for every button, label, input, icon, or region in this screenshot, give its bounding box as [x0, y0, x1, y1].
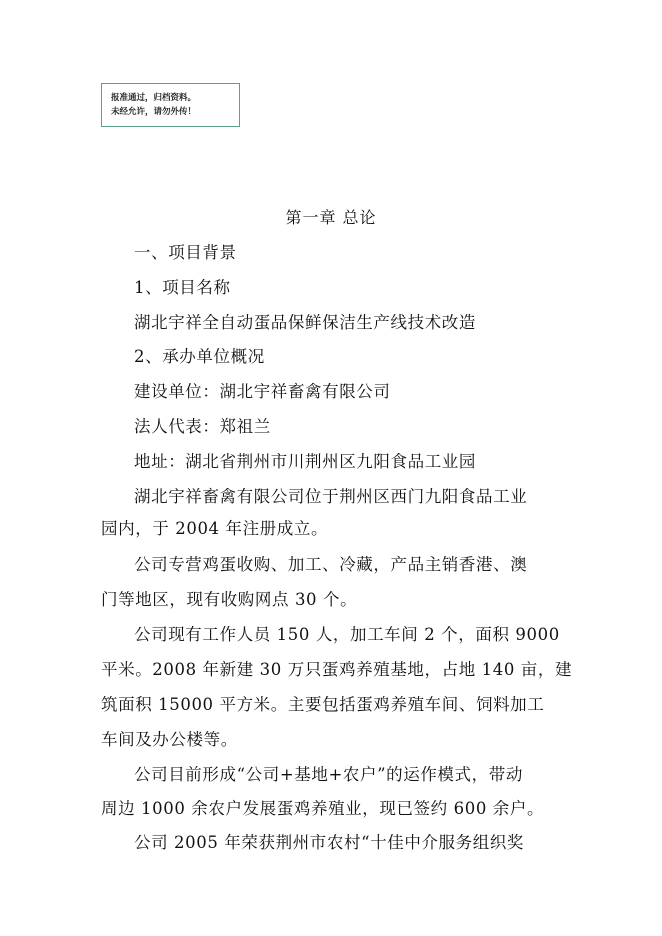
project-name-value: 湖北宇祥全自动蛋品保鲜保洁生产线技术改造 — [134, 313, 476, 332]
paragraph-staff-line-2: 平米。2008 年新建 30 万只蛋鸡养殖基地，占地 140 亩，建 — [101, 660, 573, 679]
paragraph-operation-model-line-1: 公司目前形成“公司+基地+农户”的运作模式，带动 — [134, 765, 523, 784]
chapter-title: 第一章 总论 — [285, 208, 377, 227]
construction-unit-line: 建设单位：湖北宇祥畜禽有限公司 — [134, 382, 391, 401]
paragraph-staff-line-4: 车间及办公楼等。 — [101, 730, 238, 749]
section-heading-background: 一、项目背景 — [134, 243, 237, 262]
notice-line-approved: 报准通过，归档资料。 — [111, 93, 197, 103]
item-heading-organizer: 2、承办单位概况 — [134, 347, 265, 366]
paragraph-award-line-1: 公司 2005 年荣获荆州市农村“十佳中介服务组织奖 — [134, 833, 525, 852]
paragraph-staff-line-1: 公司现有工作人员 150 人，加工车间 2 个，面积 9000 — [134, 625, 560, 644]
address-line: 地址：湖北省荆州市川荆州区九阳食品工业园 — [134, 452, 476, 471]
paragraph-operation-model-line-2: 周边 1000 余农户发展蛋鸡养殖业，现已签约 600 余户。 — [101, 799, 545, 818]
paragraph-staff-line-3: 筑面积 15000 平方米。主要包括蛋鸡养殖车间、饲料加工 — [101, 695, 545, 714]
confidentiality-notice-box — [101, 83, 240, 127]
paragraph-company-location-line-2: 园内，于 2004 年注册成立。 — [101, 519, 329, 538]
legal-representative-line: 法人代表：郑祖兰 — [134, 417, 271, 436]
item-heading-project-name: 1、项目名称 — [134, 278, 231, 297]
paragraph-company-location-line-1: 湖北宇祥畜禽有限公司位于荆州区西门九阳食品工业 — [134, 487, 528, 506]
notice-line-restricted: 未经允许，请勿外传！ — [111, 107, 197, 117]
paragraph-business-line-1: 公司专营鸡蛋收购、加工、冷藏，产品主销香港、澳 — [134, 555, 528, 574]
paragraph-business-line-2: 门等地区，现有收购网点 30 个。 — [101, 590, 358, 609]
